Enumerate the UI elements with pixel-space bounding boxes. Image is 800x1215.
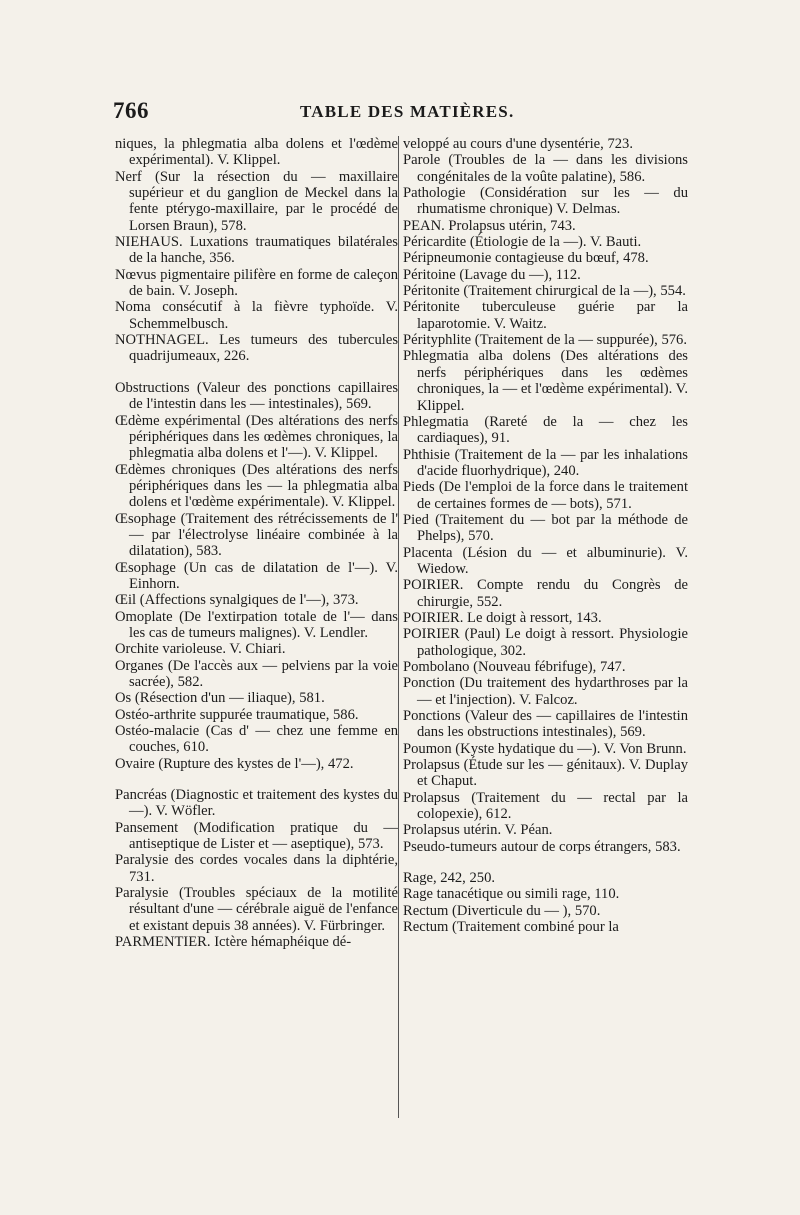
index-entry: Pérityphlite (Traitement de la — suppurée), 576. — [403, 332, 687, 349]
left-column — [115, 136, 398, 951]
index-entry: Ovaire (Rupture des kystes de l'—), 472. — [115, 755, 354, 772]
index-entry: Omoplate (De l'extirpation totale de l'— dans les cas de tumeurs malignes). V. Lendler. — [115, 608, 398, 641]
index-entry: NIEHAUS. Luxations traumatiques bilatérales de la hanche, 356. — [115, 234, 398, 267]
index-entry: Œsophage (Traitement des rétrécissements de l' — par l'électrolyse linéaire combinée à la dilatation), 583. — [115, 510, 398, 560]
index-entry: Pieds (De l'emploi de la force dans le traitement de certaines formes de — bots), 571. — [403, 479, 688, 512]
index-entry: Péricardite (Étiologie de la —). V. Bauti. — [403, 234, 642, 251]
index-entry: Œdèmes chroniques (Des altérations des nerfs périphériques dans les — la phlegmatia alba dolens et l'œdème expérimentale). V. Klippel. — [115, 461, 398, 511]
index-entry: Paralysie des cordes vocales dans la diphtérie, 731. — [115, 852, 398, 885]
index-entry: Orchite varioleuse. V. Chiari. — [115, 641, 286, 658]
index-entry: Péritonite tuberculeuse guérie par la laparotomie. V. Waitz. — [403, 299, 688, 332]
index-entry: Rectum (Diverticule du — ), 570. — [403, 902, 601, 919]
index-entry: PARMENTIER. Ictère hémaphéique dé- — [115, 934, 352, 951]
index-entry: Parole (Troubles de la — dans les divisions congénitales de la voûte palatine), 586. — [403, 152, 688, 185]
index-entry: Pathologie (Considération sur les — du rhumatisme chronique) V. Delmas. — [403, 185, 688, 218]
index-entry: Phlegmatia (Rareté de la — chez les cardiaques), 91. — [403, 413, 688, 447]
index-entry: niques, la phlegmatia alba dolens et l'œdème expérimental). V. Klippel. — [115, 136, 398, 169]
index-entry: POIRIER. Compte rendu du Congrès de chirurgie, 552. — [403, 577, 688, 610]
page-header — [0, 98, 800, 128]
index-entry: Pansement (Modification pratique du — antiseptique de Lister et — aseptique), 573. — [115, 819, 398, 853]
index-entry: Rectum (Traitement combiné pour la — [403, 919, 619, 936]
index-entry: Prolapsus utérin. V. Péan. — [403, 822, 553, 839]
index-entry: Placenta (Lésion du — et albuminurie). V. Wiedow. — [403, 544, 688, 577]
index-entry: POIRIER (Paul) Le doigt à ressort. Physiologie pathologique, 302. — [403, 626, 688, 659]
index-entry: Prolapsus (Traitement du — rectal par la colopexie), 612. — [403, 789, 688, 823]
index-entry: Ponction (Du traitement des hydarthroses par la — et l'injection). V. Falcoz. — [403, 675, 688, 708]
index-entry: Nœvus pigmentaire pilifère en forme de caleçon de bain. V. Joseph. — [115, 266, 398, 300]
index-entry: Pombolano (Nouveau fébrifuge), 747. — [403, 659, 626, 675]
index-entry: Ostéo-arthrite suppurée traumatique, 586. — [115, 706, 359, 723]
right-column — [403, 136, 688, 936]
index-entry: Rage tanacétique ou simili rage, 110. — [403, 886, 620, 903]
index-entry: Pseudo-tumeurs autour de corps étrangers, 583. — [403, 838, 681, 855]
index-entry: Péritoine (Lavage du —), 112. — [403, 266, 581, 283]
index-entry: Noma consécutif à la fièvre typhoïde. V. Schemmelbusch. — [115, 299, 398, 332]
index-entry: Péripneumonie contagieuse du bœuf, 478. — [403, 250, 649, 267]
page-number: 766 — [113, 98, 149, 123]
index-entry: Obstructions (Valeur des ponctions capillaires de l'intestin dans les — intestinales), 569. — [115, 379, 398, 413]
index-entry: POIRIER. Le doigt à ressort, 143. — [403, 609, 602, 626]
index-entry: Phthisie (Traitement de la — par les inhalations d'acide fluorhydrique), 240. — [403, 446, 688, 479]
index-entry: Poumon (Kyste hydatique du —). V. Von Brunn. — [403, 740, 687, 757]
index-entry: veloppé au cours d'une dysentérie, 723. — [403, 136, 633, 152]
index-entry: Os (Résection d'un — iliaque), 581. — [115, 690, 325, 707]
index-entry: Nerf (Sur la résection du — maxillaire supérieur et du ganglion de Meckel dans la fente ptérygo-maxillaire, par le procédé de Lorsen Braun), 578. — [115, 168, 398, 234]
column-divider — [398, 136, 399, 1118]
index-entry: Œsophage (Un cas de dilatation de l'—). V. Einhorn. — [115, 559, 398, 592]
index-entry: NOTHNAGEL. Les tumeurs des tubercules quadrijumeaux, 226. — [115, 332, 398, 365]
running-title: TABLE DES MATIÈRES. — [300, 102, 515, 121]
index-entry: Organes (De l'accès aux — pelviens par la voie sacrée), 582. — [115, 657, 398, 690]
index-entry: Péritonite (Traitement chirurgical de la —), 554. — [403, 283, 686, 300]
index-entry: Pancréas (Diagnostic et traitement des kystes du —). V. Wöfler. — [115, 787, 398, 820]
index-entry: Ostéo-malacie (Cas d' — chez une femme en couches, 610. — [115, 723, 398, 756]
index-entry: Œdème expérimental (Des altérations des nerfs périphériques dans les œdèmes chroniques, la phlegmatia alba dolens et l'—). V. Klippel. — [115, 412, 398, 462]
index-entry: Pied (Traitement du — bot par la méthode de Phelps), 570. — [403, 511, 688, 545]
index-entry: Rage, 242, 250. — [403, 870, 496, 887]
index-entry: Prolapsus (Étude sur les — génitaux). V. Duplay et Chaput. — [403, 757, 688, 790]
index-entry: Phlegmatia alba dolens (Des altérations des nerfs périphériques dans les œdèmes chroniques, la — et l'œdème expérimental). V. Klippel. — [403, 348, 688, 414]
index-entry: Paralysie (Troubles spéciaux de la motilité résultant d'une — cérébrale aiguë de l'enfance et existant depuis 38 années). V. Fürbringer. — [115, 885, 398, 934]
index-entry: Œil (Affections synalgiques de l'—), 373. — [115, 592, 359, 609]
index-entry: Ponctions (Valeur des — capillaires de l'intestin dans les obstructions intestinales), 569. — [403, 708, 688, 741]
index-entry: PEAN. Prolapsus utérin, 743. — [403, 217, 576, 234]
